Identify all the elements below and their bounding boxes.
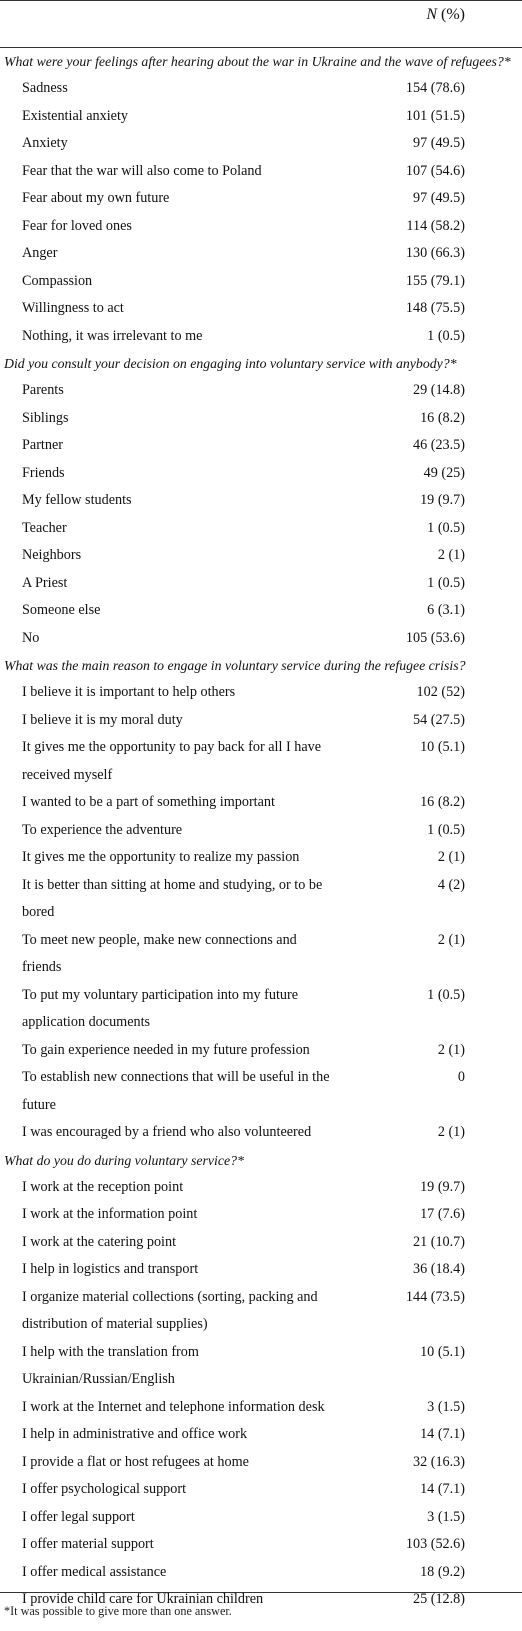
row-value: 154 (78.6) — [405, 80, 465, 96]
table-row — [0, 734, 522, 789]
table-row — [0, 1284, 522, 1339]
row-value: 29 (14.8) — [412, 382, 465, 398]
table-row — [0, 268, 522, 296]
table-row — [0, 185, 522, 213]
table-row — [0, 844, 522, 872]
table-row — [0, 927, 522, 982]
section-title: What were your feelings after hearing about the war in Ukraine and the wave of refugees?* — [4, 54, 511, 69]
table-row — [0, 295, 522, 323]
row-label: It gives me the opportunity to realize my passion — [22, 849, 300, 865]
table-row — [0, 377, 522, 405]
table-row — [0, 460, 522, 488]
row-label: I help in logistics and transport — [22, 1261, 199, 1277]
row-label: To meet new people, make new connections and friends — [22, 931, 297, 975]
table-row — [0, 1531, 522, 1559]
row-label: I wanted to be a part of something important — [22, 794, 275, 810]
table-row — [0, 130, 522, 158]
row-value: 4 (2) — [437, 876, 465, 893]
row-label: I provide a flat or host refugees at home — [22, 1453, 249, 1470]
table-row — [0, 1037, 522, 1065]
row-value: 0 — [457, 1069, 465, 1085]
table-row — [0, 982, 522, 1037]
row-value: 17 (7.6) — [420, 1206, 465, 1222]
row-label: To put my voluntary participation into my future application documents — [22, 986, 299, 1030]
row-value: 101 (51.5) — [405, 107, 465, 124]
table-row — [0, 625, 522, 653]
table-row — [0, 487, 522, 515]
row-value: 14 (7.1) — [420, 1426, 465, 1442]
row-label: I work at the information point — [22, 1206, 198, 1222]
row-label: I offer legal support — [22, 1508, 135, 1525]
row-value: 2 (1) — [437, 547, 465, 563]
table-row — [0, 817, 522, 845]
row-label: To experience the adventure — [22, 821, 183, 838]
row-label: Partner — [22, 437, 63, 453]
row-value: 54 (27.5) — [412, 711, 465, 728]
row-value: 114 (58.2) — [406, 217, 465, 234]
table-row — [0, 542, 522, 570]
row-value: 16 (8.2) — [420, 794, 465, 810]
row-label: I help in administrative and office work — [22, 1426, 248, 1442]
row-label: I offer psychological support — [22, 1481, 187, 1497]
row-value: 49 (25) — [423, 464, 465, 481]
table-row — [0, 679, 522, 707]
row-value: 10 (5.1) — [420, 739, 465, 755]
table-row — [0, 1504, 522, 1532]
row-label: A Priest — [22, 574, 68, 591]
row-label: Sadness — [22, 80, 68, 96]
row-label: I provide child care for Ukrainian children — [22, 1591, 264, 1607]
row-value: 97 (49.5) — [412, 190, 465, 206]
section-title: Did you consult your decision on engaging into voluntary service with anybody?* — [4, 356, 457, 371]
row-value: 2 (1) — [437, 849, 465, 865]
row-value: 16 (8.2) — [420, 409, 465, 426]
table-row — [0, 789, 522, 817]
table-row — [0, 872, 522, 927]
row-value: 2 (1) — [437, 931, 465, 948]
row-value: 21 (10.7) — [412, 1233, 465, 1250]
pct-label: (%) — [441, 6, 465, 23]
row-label: Existential anxiety — [22, 107, 128, 124]
row-value: 107 (54.6) — [405, 162, 465, 179]
column-header — [0, 6, 465, 24]
row-label: I believe it is important to help others — [22, 684, 236, 700]
table-row — [0, 1449, 522, 1477]
table-row — [0, 1201, 522, 1229]
row-label: Willingness to act — [22, 300, 124, 316]
row-value: 19 (9.7) — [420, 492, 465, 508]
top-rule — [0, 0, 522, 1]
row-label: Compassion — [22, 272, 93, 289]
table-row — [0, 1064, 522, 1119]
row-value: 18 (9.2) — [420, 1563, 465, 1580]
row-label: Fear for loved ones — [22, 217, 132, 234]
row-label: Fear that the war will also come to Poland — [22, 162, 262, 179]
table-row — [0, 213, 522, 241]
bottom-rule — [0, 1592, 522, 1593]
row-value: 14 (7.1) — [420, 1481, 465, 1497]
row-label: Siblings — [22, 409, 69, 426]
row-value: 103 (52.6) — [405, 1536, 465, 1552]
row-value: 19 (9.7) — [420, 1178, 465, 1195]
row-value: 1 (0.5) — [427, 519, 465, 536]
row-value: 6 (3.1) — [427, 602, 465, 618]
row-label: My fellow students — [22, 492, 132, 508]
table-row — [0, 1229, 522, 1257]
row-label: No — [22, 629, 40, 646]
row-label: It gives me the opportunity to pay back for all I have received myself — [22, 739, 322, 783]
row-label: I was encouraged by a friend who also volunteered — [22, 1124, 312, 1140]
table-row — [0, 1119, 522, 1147]
row-label: Anxiety — [22, 135, 68, 151]
row-label: Someone else — [22, 602, 101, 618]
section-title: What was the main reason to engage in voluntary service during the refugee crisis? — [4, 658, 466, 673]
row-label: It is better than sitting at home and studying, or to be bored — [22, 876, 323, 920]
row-label: I believe it is my moral duty — [22, 711, 183, 728]
table-row — [0, 1174, 522, 1202]
row-label: I offer material support — [22, 1536, 154, 1552]
row-label: To establish new connections that will be useful in the future — [22, 1069, 330, 1113]
table-row — [0, 1256, 522, 1284]
table-row — [0, 1421, 522, 1449]
row-label: Teacher — [22, 519, 67, 536]
row-value: 3 (1.5) — [427, 1398, 465, 1415]
row-value: 148 (75.5) — [405, 300, 465, 316]
row-label: To gain experience needed in my future profession — [22, 1041, 310, 1058]
n-label: N — [426, 6, 438, 23]
row-value: 1 (0.5) — [427, 327, 465, 344]
table-row — [0, 1394, 522, 1422]
section-title: What do you do during voluntary service?* — [4, 1152, 244, 1168]
row-label: I organize material collections (sorting, packing and distribution of material supplies) — [22, 1288, 318, 1332]
row-value: 1 (0.5) — [427, 986, 465, 1003]
row-value: 102 (52) — [416, 684, 465, 700]
table-row — [0, 240, 522, 268]
row-value: 10 (5.1) — [420, 1343, 465, 1360]
row-label: I work at the reception point — [22, 1178, 184, 1195]
row-value: 130 (66.3) — [405, 245, 465, 261]
row-value: 144 (73.5) — [405, 1288, 465, 1305]
table-row — [0, 515, 522, 543]
table-row — [0, 323, 522, 351]
table-row — [0, 1476, 522, 1504]
row-label: Anger — [22, 245, 58, 261]
row-label: Fear about my own future — [22, 190, 170, 206]
row-value: 97 (49.5) — [412, 135, 465, 151]
footnote: *It was possible to give more than one answer. — [4, 1604, 232, 1618]
row-label: I work at the Internet and telephone information desk — [22, 1398, 325, 1415]
row-value: 36 (18.4) — [412, 1261, 465, 1277]
table-row — [0, 570, 522, 598]
table-row — [0, 158, 522, 186]
row-label: Neighbors — [22, 547, 82, 563]
row-label: Parents — [22, 382, 64, 398]
row-value: 25 (12.8) — [412, 1591, 465, 1607]
row-value: 2 (1) — [437, 1124, 465, 1140]
row-value: 32 (16.3) — [412, 1453, 465, 1470]
row-value: 155 (79.1) — [405, 272, 465, 289]
row-value: 46 (23.5) — [412, 437, 465, 453]
table-row — [0, 1559, 522, 1587]
table-row — [0, 1339, 522, 1394]
row-value: 3 (1.5) — [427, 1508, 465, 1525]
table-row — [0, 405, 522, 433]
table-row — [0, 707, 522, 735]
table-row — [0, 432, 522, 460]
table-row — [0, 75, 522, 103]
row-label: I offer medical assistance — [22, 1563, 167, 1580]
row-value: 2 (1) — [437, 1041, 465, 1058]
table-row — [0, 597, 522, 625]
row-label: I help with the translation from Ukrainian/Russian/English — [22, 1343, 199, 1387]
row-value: 105 (53.6) — [405, 629, 465, 646]
row-label: I work at the catering point — [22, 1233, 177, 1250]
row-label: Nothing, it was irrelevant to me — [22, 327, 203, 344]
row-label: Friends — [22, 464, 65, 481]
table-row — [0, 103, 522, 131]
table-body — [0, 48, 522, 1614]
row-value: 1 (0.5) — [427, 821, 465, 838]
row-value: 1 (0.5) — [427, 574, 465, 591]
